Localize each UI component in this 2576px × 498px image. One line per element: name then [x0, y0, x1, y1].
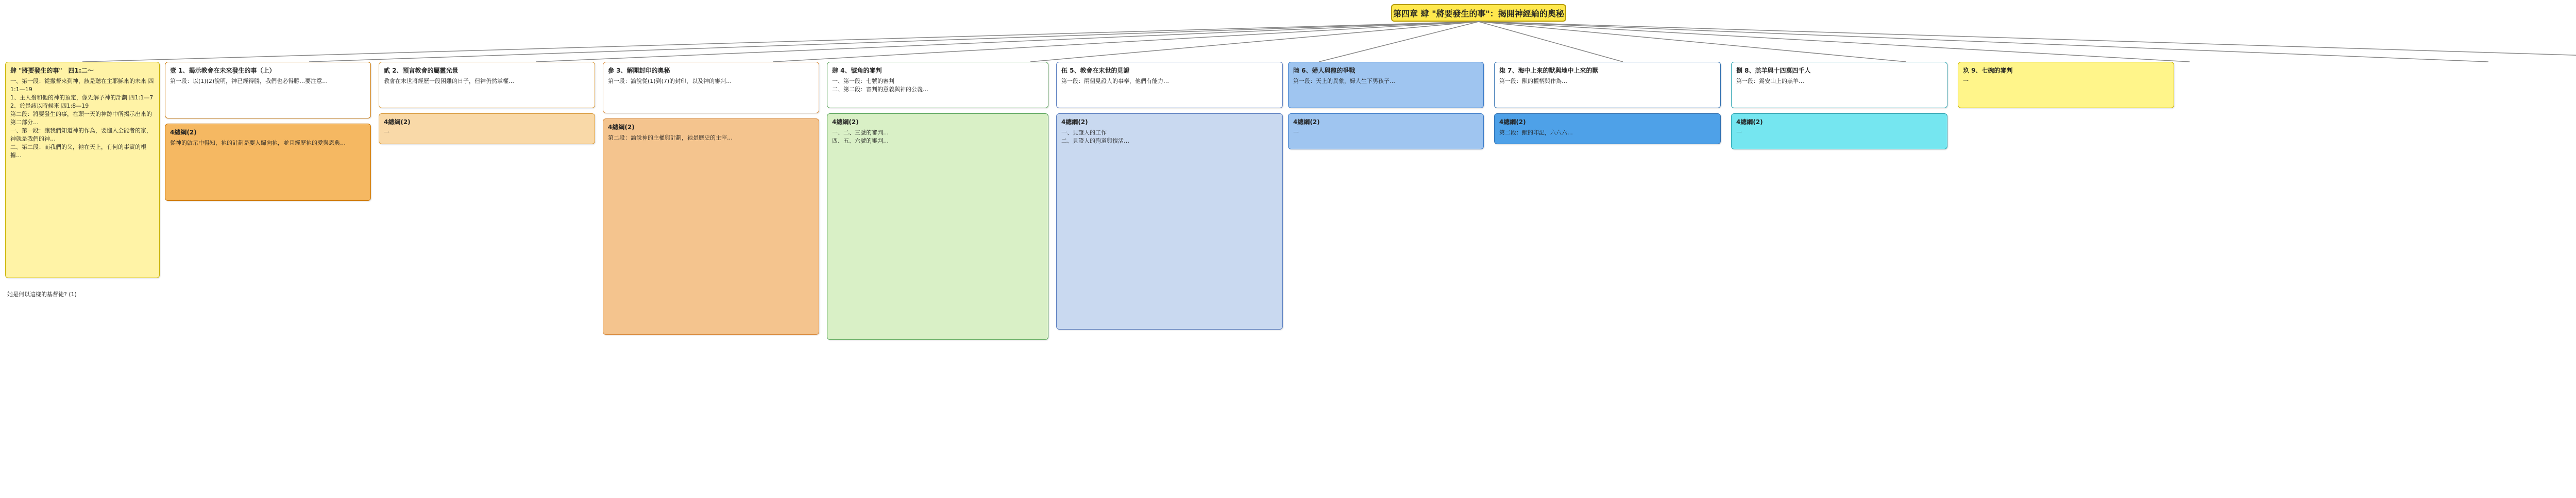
link-c2 — [309, 22, 1479, 62]
card-9-sub — [1731, 113, 1947, 149]
card-10 — [1958, 62, 2174, 108]
card-5-sub — [827, 113, 1048, 340]
card-8-sub-body: 第二段：獸的印記，六六六… — [1499, 129, 1573, 136]
card-6-heading: 伍 5、教會在末世的見證 — [1061, 67, 1130, 74]
card-8-sub — [1494, 113, 1721, 144]
card-3 — [379, 62, 595, 108]
card-2-body: 第一段：以(1)(2)說明，神已經得勝，我們也必得勝…要注意… — [170, 78, 328, 85]
card-4-body: 第一段：論說從(1)到(7)的封印，以及神的審判… — [608, 78, 732, 85]
link-intro — [82, 22, 1479, 62]
card-6-sub-body: 一、見證人的工作 二、見證人的殉道與復活… — [1061, 129, 1129, 145]
card-6-sub — [1056, 113, 1283, 330]
link-c11 — [1479, 22, 2576, 62]
card-8-sub-heading: 4總綱(2) — [1499, 118, 1526, 126]
link-c6 — [1319, 22, 1479, 62]
card-10-body: 一 — [1963, 78, 1969, 85]
card-9-body: 第一段：錫安山上的羔羊… — [1736, 78, 1804, 85]
card-4-sub-heading: 4總綱(2) — [608, 124, 635, 131]
card-6-body: 第一段：兩個見證人的事奉，他們有能力… — [1061, 78, 1169, 85]
card-7-sub-heading: 4總綱(2) — [1293, 118, 1320, 126]
card-8-body: 第一段：獸的權柄與作為… — [1499, 78, 1567, 85]
card-8 — [1494, 62, 1721, 108]
card-9-heading: 捌 8、羔羊與十四萬四千人 — [1736, 67, 1811, 74]
card-6 — [1056, 62, 1283, 108]
card-7-sub — [1288, 113, 1484, 149]
link-c3 — [536, 22, 1479, 62]
card-5-body: 一、第一段：七號的審判 二、第二段：審判的意義與神的公義… — [832, 78, 928, 93]
link-c4 — [773, 22, 1479, 62]
footnote-text: 她是何以這樣的基督徒? (1) — [7, 291, 77, 298]
intro-card — [5, 62, 160, 278]
card-8-heading: 柒 7、海中上來的獸與地中上來的獸 — [1499, 67, 1599, 74]
card-3-sub-heading: 4總綱(2) — [384, 118, 411, 126]
card-9-sub-heading: 4總綱(2) — [1736, 118, 1763, 126]
link-c10 — [1479, 22, 2488, 62]
card-9-sub-body: 一 — [1736, 129, 1742, 136]
card-4-heading: 參 3、解開封印的奧秘 — [608, 67, 670, 74]
card-4-sub — [603, 118, 819, 335]
card-7 — [1288, 62, 1484, 108]
intro-heading: 肆 "將要發生的事" 四1:二～ — [10, 67, 94, 74]
card-2-heading: 壹 1、揭示教會在未來發生的事（上） — [170, 67, 276, 74]
link-c8 — [1479, 22, 1906, 62]
card-3-sub — [379, 113, 595, 144]
card-7-sub-body: 一 — [1293, 129, 1299, 136]
card-4 — [603, 62, 819, 113]
card-6-sub-heading: 4總綱(2) — [1061, 118, 1088, 126]
card-3-sub-body: 一 — [384, 129, 389, 136]
footnote — [5, 288, 160, 319]
card-7-heading: 陸 6、婦人與龍的爭戰 — [1293, 67, 1355, 74]
card-2-sub-body: 從神的啟示中得知，祂的計劃是要人歸向祂，並且經歷祂的愛與恩典… — [170, 140, 346, 147]
card-2-sub — [165, 124, 371, 201]
link-c7 — [1479, 22, 1623, 62]
card-5 — [827, 62, 1048, 108]
card-5-sub-heading: 4總綱(2) — [832, 118, 859, 126]
card-3-heading: 貳 2、預言教會的屬靈光景 — [384, 67, 459, 74]
link-c5 — [1030, 22, 1479, 62]
intro-body: 一、第一段：從撒督來到神，該是聽在主耶穌來的未來 四1:1—19 1、主人翁和他的神的預定，像先解予神的計劃 四1:1—7 2、於是該以時候來 四1:8—19 第二段：將要發生的事，在頭一天的神跡中所揭示出來的 第二部分… 一、第一段：讓我們知道神的作為，要進入全能者的家，神就是我們的神… 二、第二段：而我們的父，祂在天上，有何的事實的根據… — [10, 78, 154, 159]
chapter-title: 第四章 肆 "將要發生的事"：揭開神經綸的奧秘 — [1391, 4, 1566, 22]
card-7-body: 第一段：天上的異象，婦人生下男孩子… — [1293, 78, 1395, 85]
card-9 — [1731, 62, 1947, 108]
card-5-sub-body: 一、二、三號的審判… 四、五、六號的審判… — [832, 129, 889, 145]
card-10-heading: 玖 9、七碗的審判 — [1963, 67, 2013, 74]
card-2-sub-heading: 4總綱(2) — [170, 129, 197, 136]
card-5-heading: 肆 4、號角的審判 — [832, 67, 882, 74]
card-4-sub-body: 第二段：論說神的主權與計劃，祂是歷史的主宰… — [608, 134, 733, 142]
card-3-body: 教會在末世將經歷一段困難的日子，但神仍然掌權… — [384, 78, 514, 85]
link-c9 — [1479, 22, 2190, 62]
card-2 — [165, 62, 371, 118]
